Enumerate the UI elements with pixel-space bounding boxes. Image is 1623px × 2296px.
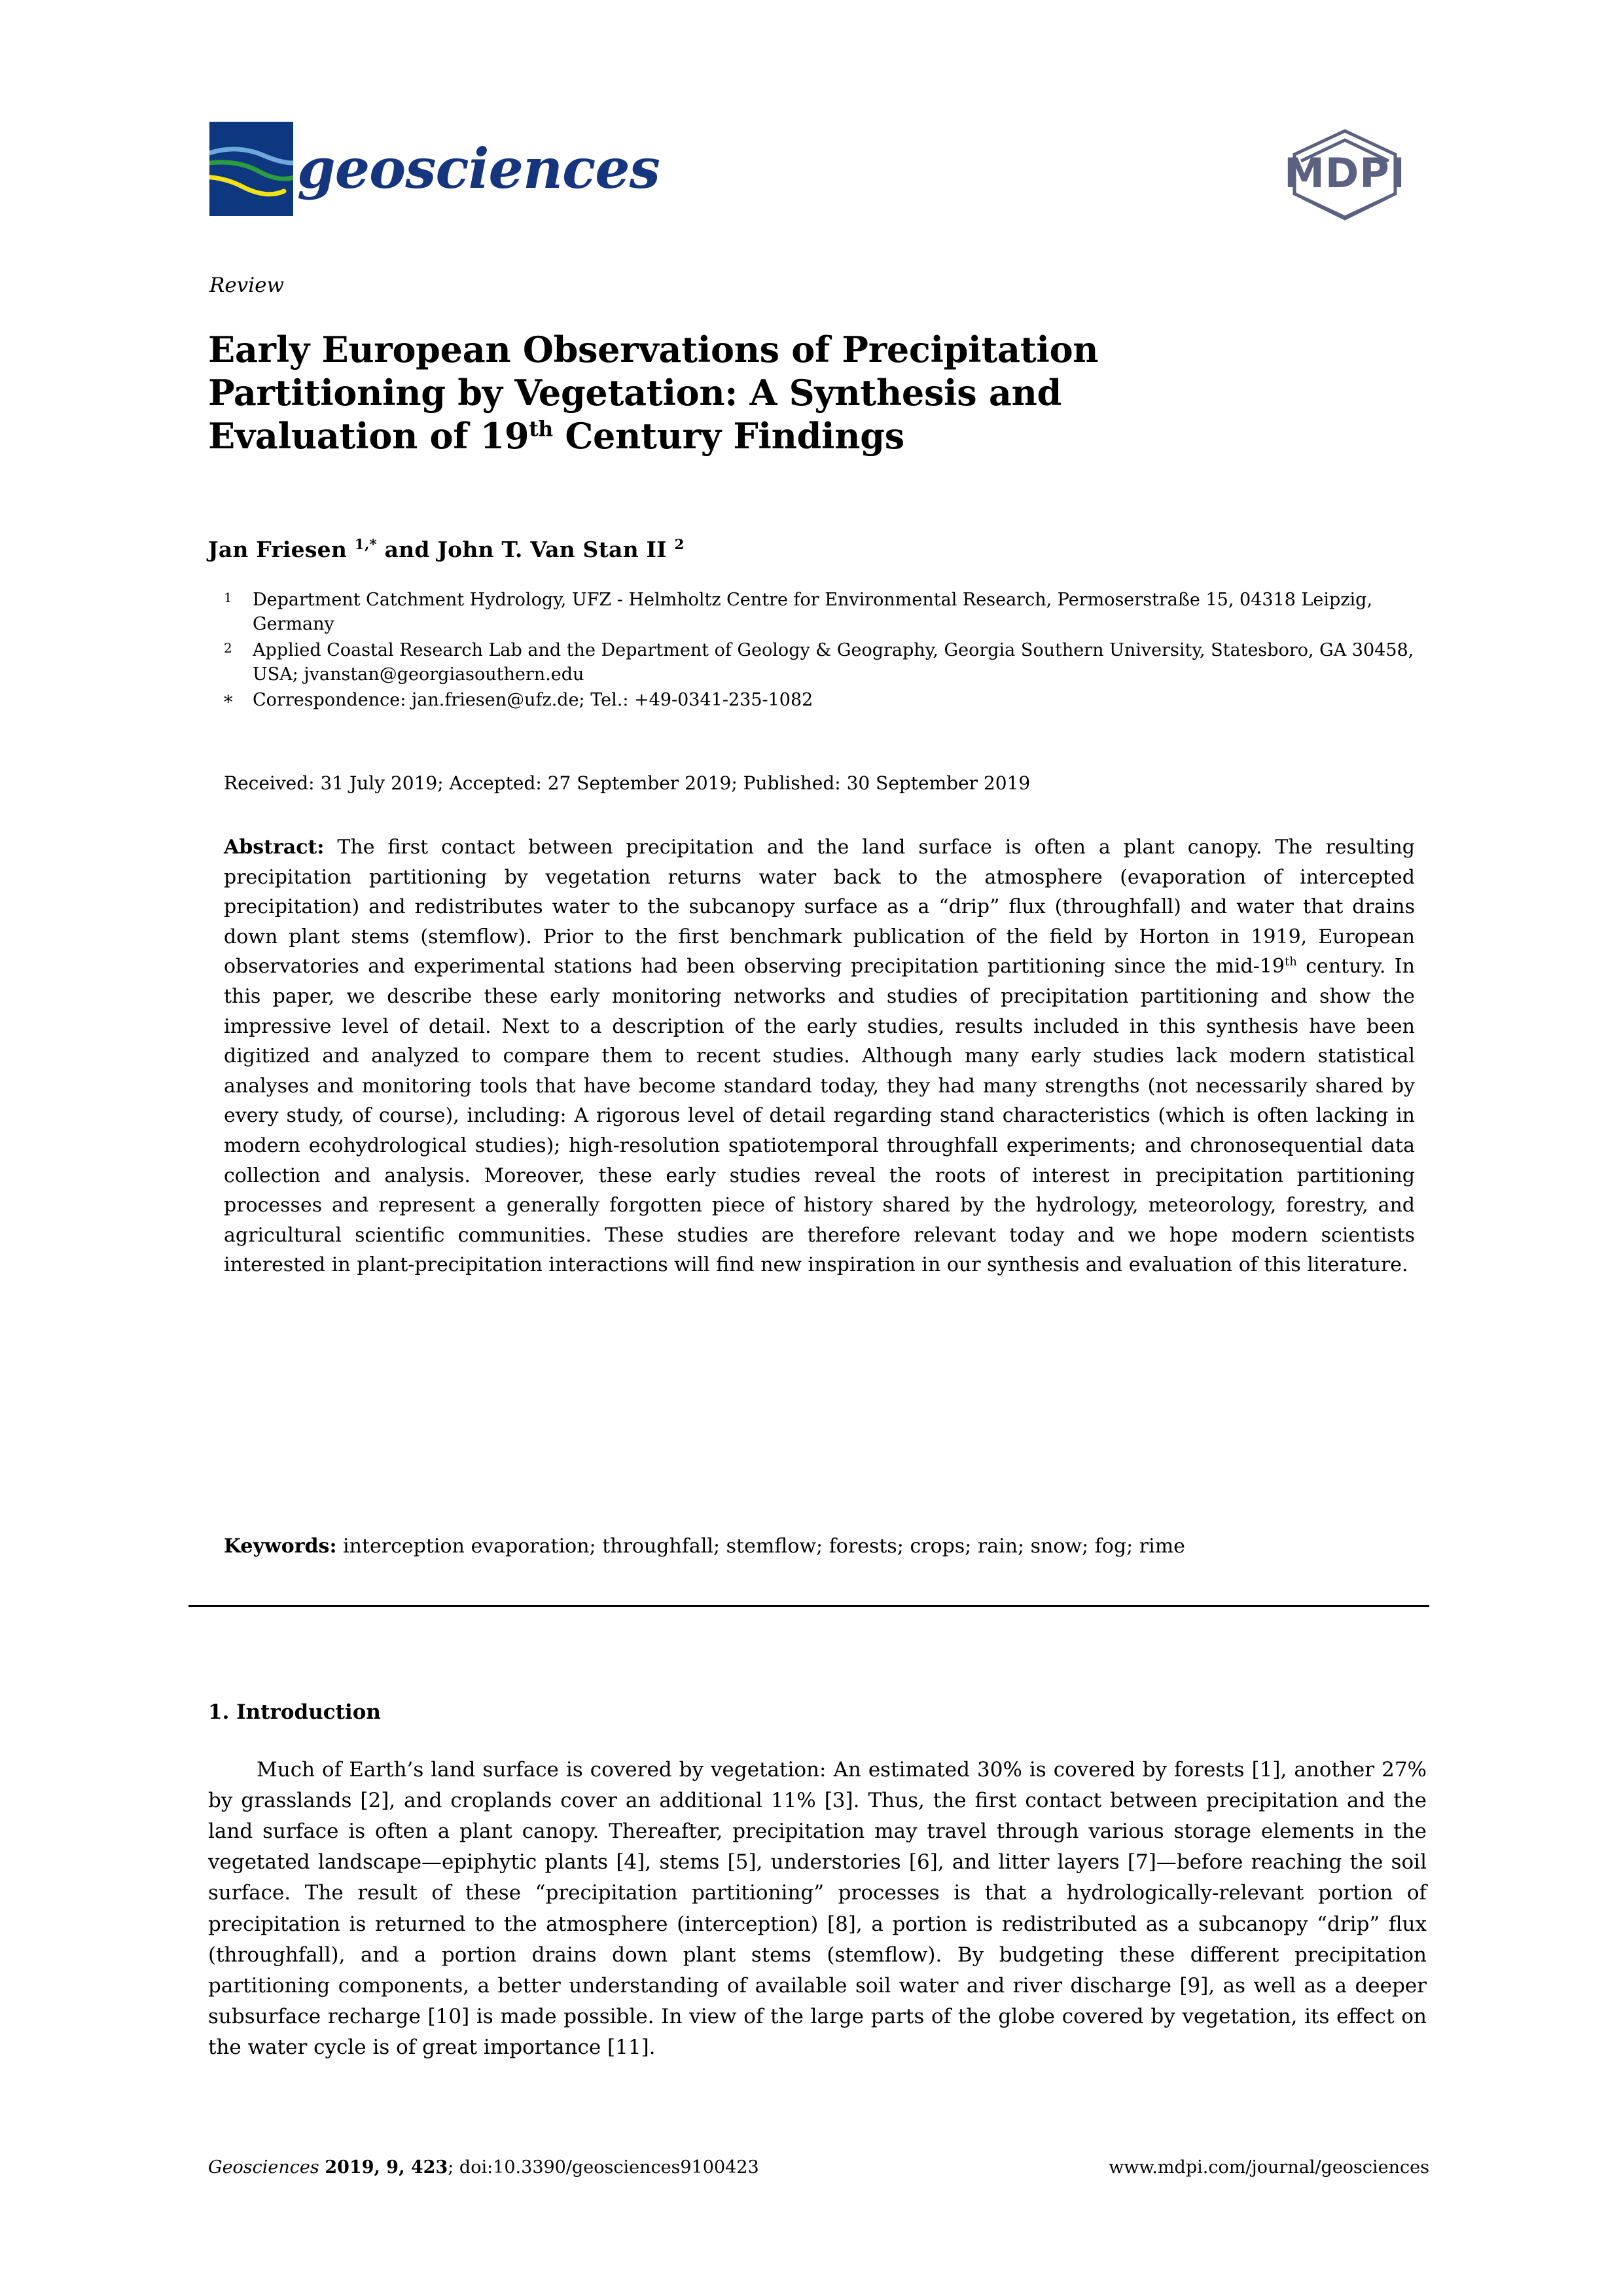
- title-line-1: Early European Observations of Precipitation: [208, 329, 1099, 371]
- footer-journal-name: Geosciences: [208, 2157, 319, 2178]
- author-two-affiliation-marker: 2: [674, 537, 685, 553]
- journal-name: geosciences: [297, 136, 660, 201]
- keywords-block: [224, 1532, 1415, 1561]
- journal-logo: [209, 122, 660, 216]
- horizontal-rule: [188, 1605, 1429, 1607]
- article-type: Review: [209, 274, 284, 297]
- correspondence-text: Correspondence: jan.friesen@ufz.de; Tel.: +49-0341-235-1082: [253, 690, 813, 710]
- mdpi-logo: [1263, 123, 1427, 221]
- title-line-3-post: Century Findings: [552, 414, 904, 457]
- author-list: [208, 537, 685, 562]
- title-ordinal-suffix: th: [529, 417, 553, 441]
- correspondence-item: [224, 688, 1428, 715]
- abstract-label: Abstract:: [224, 836, 325, 859]
- author-conjunction: and John T. Van Stan II: [376, 537, 675, 562]
- page-footer: [208, 2157, 1429, 2178]
- geosciences-waves-icon: [209, 122, 293, 216]
- author-one: Jan Friesen: [208, 537, 355, 562]
- title-line-2: Partitioning by Vegetation: A Synthesis and: [208, 372, 1061, 414]
- affiliation-item: [224, 638, 1428, 687]
- footer-journal-url[interactable]: www.mdpi.com/journal/geosciences: [1109, 2157, 1429, 2178]
- svg-text:MDPI: MDPI: [1284, 149, 1406, 197]
- affiliation-marker: 1: [224, 590, 232, 605]
- introduction-paragraph: Much of Earth’s land surface is covered by vegetation: An estimated 30% is covered by forests [1], another 27% by grasslands [2], and croplands cover an additional 11% [3]. Thus, the first contact between precipitation and the land surface is often a plant canopy. Thereafter, precipitation may travel through various storage elements in the vegetated landscape—epiphytic plants [4], stems [5], understories [6], and litter layers [7]—before reaching the soil surface. The result of these “precipitation partitioning” processes is that a hydrologically-relevant portion of precipitation is returned to the atmosphere (interception) [8], a portion is redistributed as a subcanopy “drip” flux (throughfall), and a portion drains down plant stems (stemflow). By budgeting these different precipitation partitioning components, a better understanding of available soil water and river discharge [9], as well as a deeper subsurface recharge [10] is made possible. In view of the large parts of the globe covered by vegetation, its effect on the water cycle is of great importance [11].: [208, 1758, 1427, 2059]
- abstract-block: [224, 833, 1415, 1280]
- keywords-label: Keywords:: [224, 1535, 337, 1558]
- affiliation-text: Applied Coastal Research Lab and the Department of Geology & Geography, Georgia Southern University, Statesboro, GA 30458, USA; jvanstan@georgiasouthern.edu: [253, 639, 1414, 685]
- abstract-ordinal-suffix: th: [1285, 955, 1297, 969]
- correspondence-marker: *: [224, 692, 233, 713]
- section-heading-introduction: 1. Introduction: [208, 1700, 381, 1724]
- affiliation-text: Department Catchment Hydrology, UFZ - Helmholtz Centre for Environmental Research, Permoserstraße 15, 04318 Leipzig, Germany: [253, 590, 1373, 635]
- keywords-text: interception evaporation; throughfall; stemflow; forests; crops; rain; snow; fog; rime: [336, 1535, 1185, 1558]
- affiliation-item: [224, 588, 1428, 637]
- page-header: [209, 122, 1427, 220]
- author-one-affiliation-marker: 1,*: [354, 537, 377, 553]
- affiliation-marker: 2: [224, 639, 232, 656]
- affiliation-list: [224, 588, 1428, 716]
- abstract-text-part-2: century. In this paper, we describe these early monitoring networks and studies of precipitation partitioning and show the impressive level of detail. Next to a description of the early studies, results included in this synthesis have been digitized and analyzed to compare them to recent studies. Although many early studies lack modern statistical analyses and monitoring tools that have become standard today, they had many strengths (not necessarily shared by every study, of course), including: A rigorous level of detail regarding stand characteristics (which is often lacking in modern ecohydrological studies); high-resolution spatiotemporal throughfall experiments; and chronosequential data collection and analysis. Moreover, these early studies reveal the roots of interest in precipitation partitioning processes and represent a generally forgotten piece of history shared by the hydrology, meteorology, forestry, and agricultural scientific communities. These studies are therefore relevant today and we hope modern scientists interested in plant-precipitation interactions will find new inspiration in our synthesis and evaluation of this literature.: [224, 955, 1415, 1277]
- abstract-text-part-1: The first contact between precipitation and the land surface is often a plant canopy. The resulting precipitation partitioning by vegetation returns water back to the atmosphere (evaporation of intercepted precipitation) and redistributes water to the subcanopy surface as a “drip” flux (throughfall) and water that drains down plant stems (stemflow). Prior to the first benchmark publication of the field by Horton in 1919, European observatories and experimental stations had been observing precipitation partitioning since the mid-19: [224, 836, 1415, 978]
- footer-citation: [208, 2157, 759, 2178]
- footer-volume: 2019, 9, 423: [325, 2157, 448, 2178]
- publication-dates: Received: 31 July 2019; Accepted: 27 September 2019; Published: 30 September 2019: [224, 772, 1031, 794]
- footer-doi: ; doi:10.3390/geosciences9100423: [448, 2157, 759, 2178]
- page-title: [208, 329, 1255, 458]
- title-line-3-pre: Evaluation of 19: [208, 414, 529, 457]
